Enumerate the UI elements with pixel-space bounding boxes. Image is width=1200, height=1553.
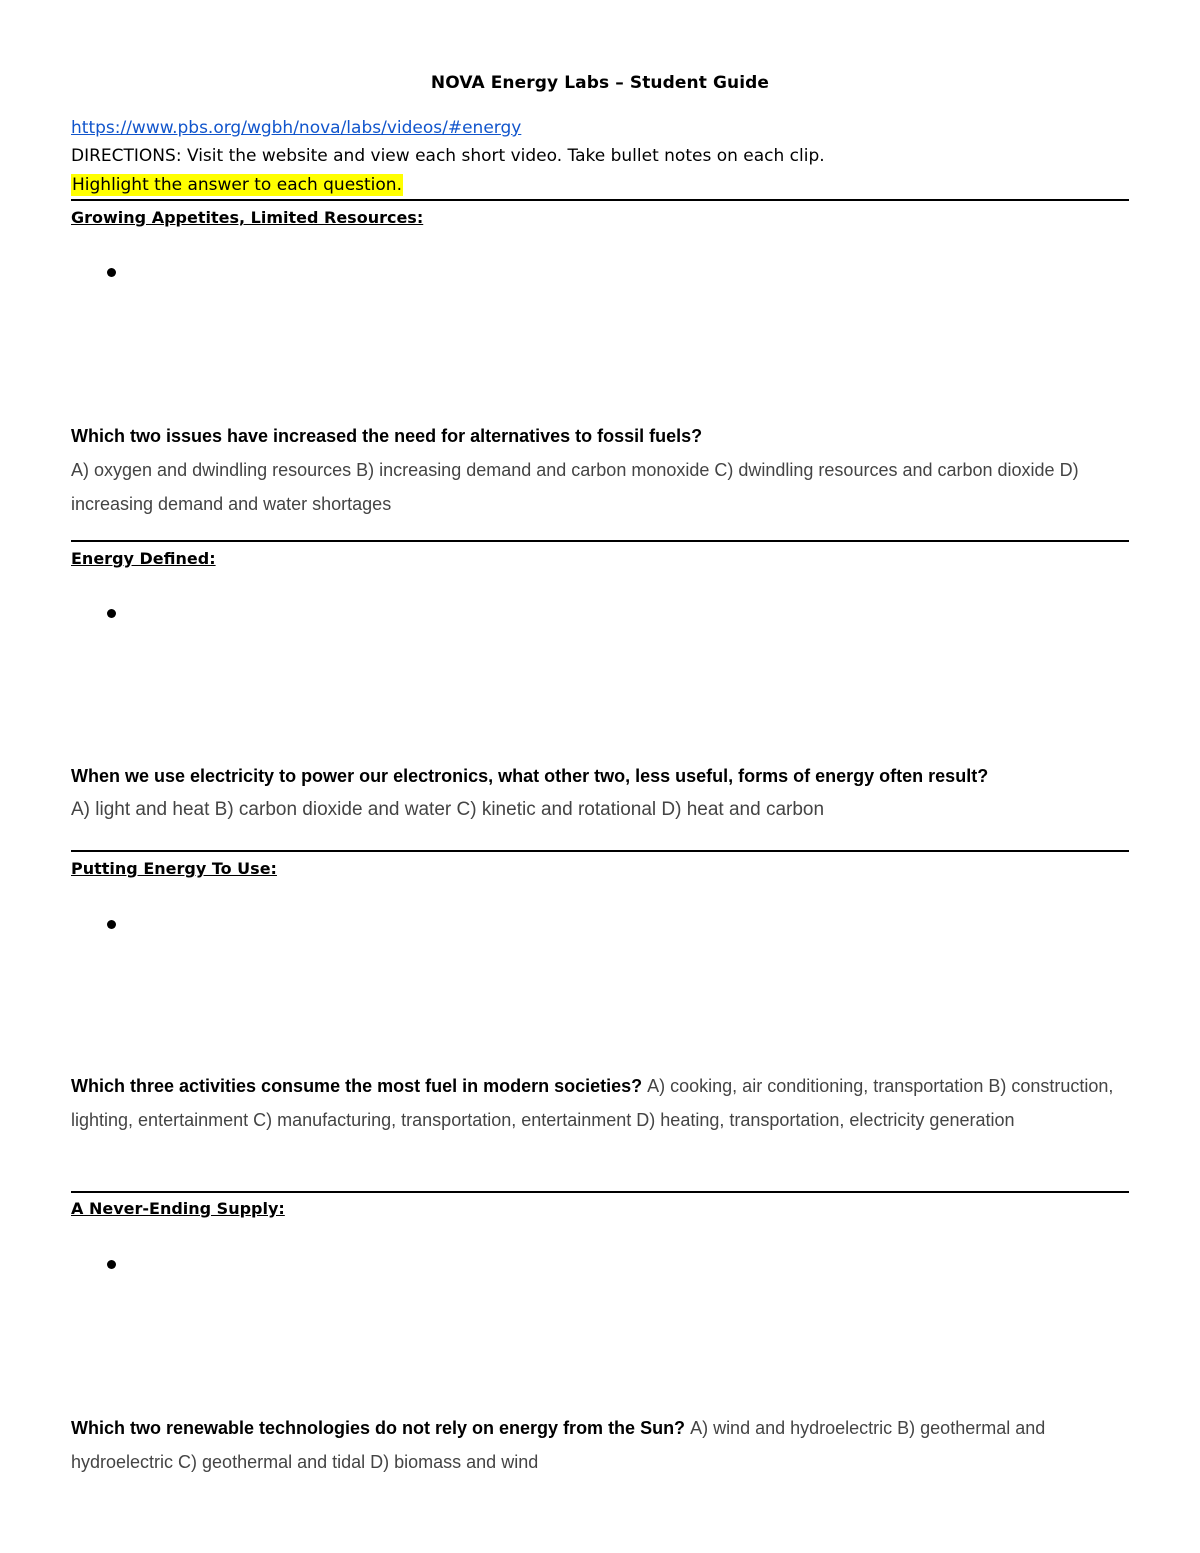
answer-options: A) wind and hydroelectric B) geothermal and hydroelectric C) geothermal and tidal D) biomass and wind xyxy=(71,1418,1046,1472)
note-bullet xyxy=(107,609,116,618)
note-bullet xyxy=(107,268,116,277)
question-text: Which two renewable technologies do not rely on energy from the Sun? xyxy=(71,1418,691,1438)
energy-videos-link[interactable]: https://www.pbs.org/wgbh/nova/labs/videos/#energy xyxy=(71,118,522,138)
question-block-4 xyxy=(71,1411,1131,1479)
question-block-3 xyxy=(71,1069,1131,1137)
section-divider xyxy=(71,1191,1129,1193)
question-text: Which three activities consume the most fuel in modern societies? xyxy=(71,1076,648,1096)
page-title: NOVA Energy Labs – Student Guide xyxy=(430,73,770,93)
highlight-instruction: Highlight the answer to each question. xyxy=(72,175,402,195)
directions-text: DIRECTIONS: Visit the website and view each short video. Take bullet notes on each clip. xyxy=(71,146,825,166)
question-text: When we use electricity to power our electronics, what other two, less useful, forms of energy often result? xyxy=(71,766,989,786)
section-heading-never-ending-supply: A Never-Ending Supply: xyxy=(71,1199,285,1218)
section-divider xyxy=(71,850,1129,852)
answer-options: A) cooking, air conditioning, transportation B) construction, lighting, entertainment C) manufacturing, transportation, entertainment D) heating, transportation, electricity generation xyxy=(71,1076,1114,1130)
section-heading-growing-appetites: Growing Appetites, Limited Resources: xyxy=(71,208,424,227)
section-divider xyxy=(71,540,1129,542)
section-heading-energy-defined: Energy Defined: xyxy=(71,549,216,568)
section-divider xyxy=(71,199,1129,201)
section-heading-putting-energy-to-use: Putting Energy To Use: xyxy=(71,859,277,878)
question-text: Which two issues have increased the need for alternatives to fossil fuels? xyxy=(71,426,703,446)
note-bullet xyxy=(107,920,116,929)
question-block-1 xyxy=(71,419,1131,521)
note-bullet xyxy=(107,1260,116,1269)
answer-options: A) light and heat B) carbon dioxide and water C) kinetic and rotational D) heat and carbon xyxy=(71,799,825,820)
answer-options: A) oxygen and dwindling resources B) increasing demand and carbon monoxide C) dwindling resources and carbon dioxide D) increasing demand and water shortages xyxy=(71,460,1079,514)
question-block-2 xyxy=(71,759,1131,827)
